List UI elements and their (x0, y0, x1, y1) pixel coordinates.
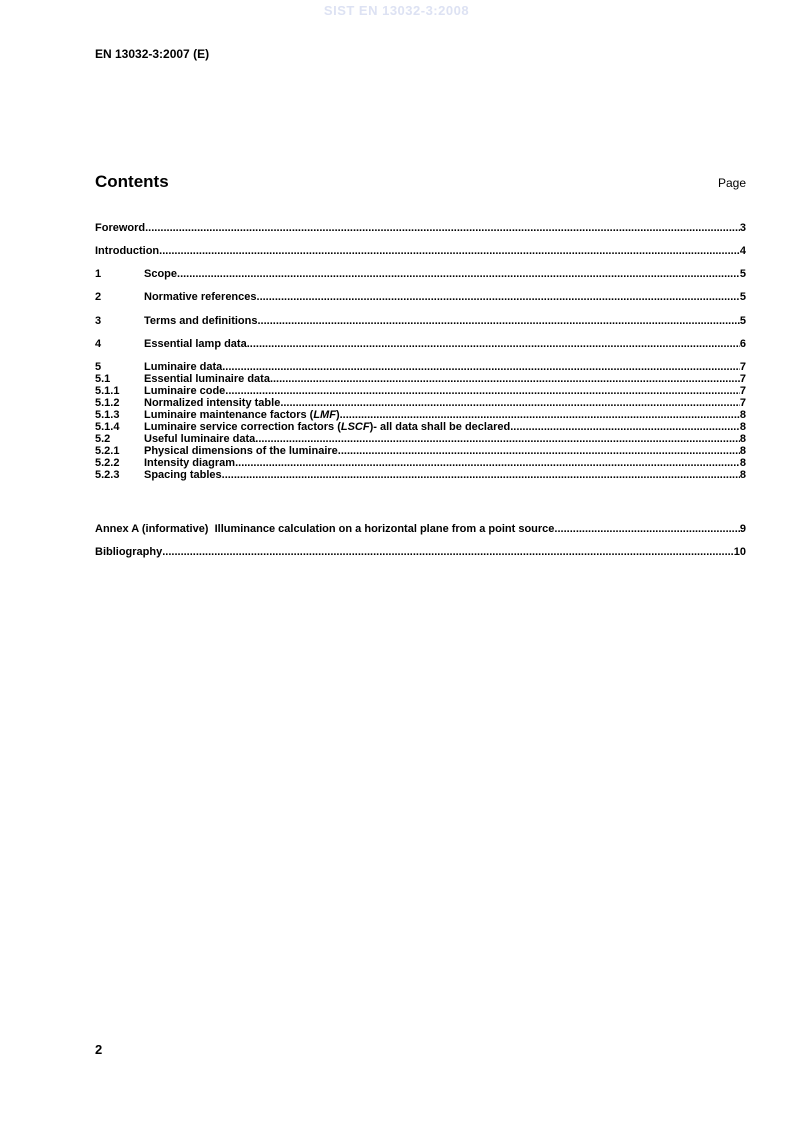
toc-entry-number: 5.1.4 (95, 421, 120, 433)
dot-leader (222, 469, 740, 482)
toc-entry-title: Luminaire code (144, 385, 226, 397)
toc-entry-page: 8 (739, 457, 746, 469)
toc-entry-number: 5.2 (95, 433, 111, 445)
toc-entry-page: 8 (739, 421, 746, 433)
toc-entry-title: Intensity diagram (144, 457, 236, 469)
toc-entry-number: 3 (95, 315, 102, 327)
page-column-label: Page (717, 176, 746, 190)
toc-entry-introduction[interactable] (95, 245, 746, 258)
toc-entry-number: 5.1.2 (95, 397, 120, 409)
toc-entry-scope[interactable] (95, 268, 746, 281)
toc-entry-title: Essential luminaire data (144, 373, 270, 385)
toc-entry-terms-and-definitions[interactable] (95, 315, 746, 328)
toc-entry-title-abbreviation: LSCF (340, 421, 370, 433)
toc-entry-annex-a[interactable] (95, 523, 746, 536)
dot-leader (162, 546, 734, 559)
toc-entry-number: 1 (95, 268, 102, 280)
toc-entry-page: 8 (739, 409, 746, 421)
toc-entry-title: Foreword (95, 222, 146, 234)
dot-leader (177, 268, 740, 281)
toc-entry-title-suffix: )- all data shall be declared (369, 421, 511, 433)
toc-entry-spacing-tables[interactable] (95, 469, 746, 482)
toc-entry-foreword[interactable] (95, 222, 746, 235)
toc-entry-title: Bibliography (95, 546, 163, 558)
dot-leader (257, 291, 740, 304)
dot-leader (159, 245, 740, 258)
toc-entry-page: 9 (739, 523, 746, 535)
toc-entry-number: 5.1 (95, 373, 111, 385)
toc-entry-page: 4 (739, 245, 746, 257)
toc-entry-page: 7 (739, 373, 746, 385)
toc-entry-number: 5.1.1 (95, 385, 120, 397)
toc-entry-title: Essential lamp data (144, 338, 247, 350)
document-id: EN 13032-3:2007 (E) (95, 47, 210, 61)
toc-entry-number: 5.1.3 (95, 409, 120, 421)
toc-entry-normative-references[interactable] (95, 291, 746, 304)
toc-entry-page: 7 (739, 361, 746, 373)
toc-entry-title: Terms and definitions (144, 315, 258, 327)
toc-entry-number: 4 (95, 338, 102, 350)
toc-entry-title: Scope (144, 268, 178, 280)
toc-entry-number: 5.2.1 (95, 445, 120, 457)
toc-entry-title: Normalized intensity table (144, 397, 281, 409)
toc-entry-page: 8 (739, 445, 746, 457)
toc-entry-title: Physical dimensions of the luminaire (144, 445, 338, 457)
toc-entry-title: Spacing tables (144, 469, 222, 481)
dot-leader (554, 523, 739, 536)
toc-entry-page: 8 (739, 433, 746, 445)
toc-entry-page: 3 (739, 222, 746, 234)
toc-entry-page: 5 (739, 268, 746, 280)
toc-entry-bibliography[interactable] (95, 546, 746, 559)
toc-entry-title: Normative references (144, 291, 257, 303)
toc-entry-page: 5 (739, 291, 746, 303)
contents-header (95, 172, 746, 194)
toc-entry-title: Useful luminaire data (144, 433, 256, 445)
toc-entry-title: Introduction (95, 245, 160, 257)
toc-entry-title-text: Luminaire maintenance factors ( (144, 409, 314, 421)
toc-entry-page: 5 (739, 315, 746, 327)
toc-entry-title: Luminaire data (144, 361, 223, 373)
toc-entry-page: 8 (739, 469, 746, 481)
toc-entry-page: 7 (739, 385, 746, 397)
toc-entry-title-suffix: ) (335, 409, 340, 421)
watermark: SIST EN 13032-3:2008 (323, 3, 470, 18)
toc-entry-page: 10 (733, 546, 746, 558)
page-number: 2 (95, 1042, 103, 1057)
toc-entry-number: 5.2.2 (95, 457, 120, 469)
dot-leader (247, 338, 740, 351)
toc-entry-essential-lamp-data[interactable] (95, 338, 746, 351)
toc-entry-page: 7 (739, 397, 746, 409)
toc-entry-title-abbreviation: LMF (313, 409, 336, 421)
toc-entry-number: 5.2.3 (95, 469, 120, 481)
dot-leader (145, 222, 740, 235)
toc-entry-number: 5 (95, 361, 102, 373)
toc-entry-title: Annex A (informative) Illuminance calculation on a horizontal plane from a point source (95, 523, 555, 535)
dot-leader (257, 315, 739, 328)
contents-title: Contents (95, 172, 169, 191)
toc-entry-page: 6 (739, 338, 746, 350)
toc-entry-title-text: Luminaire service correction factors ( (144, 421, 341, 433)
toc-entry-number: 2 (95, 291, 102, 303)
